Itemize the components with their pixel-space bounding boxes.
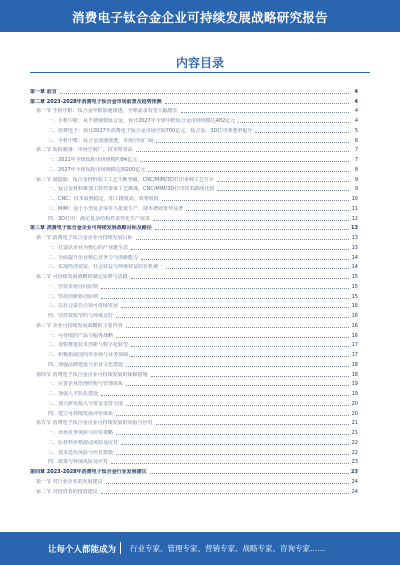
toc-entry[interactable] bbox=[30, 183, 358, 193]
toc-page-number: 16 bbox=[351, 313, 358, 319]
toc-leader-dots bbox=[106, 483, 349, 484]
toc-page-number: 10 bbox=[351, 196, 358, 202]
toc-entry[interactable] bbox=[30, 417, 358, 427]
toc-page-number: 23 bbox=[351, 459, 358, 466]
toc-entry[interactable] bbox=[30, 358, 358, 368]
toc-page-number: 17 bbox=[351, 352, 358, 358]
toc-entry[interactable] bbox=[30, 329, 358, 339]
toc-entry[interactable] bbox=[30, 251, 358, 261]
toc-leader-dots bbox=[116, 434, 349, 435]
toc-page-number: 4 bbox=[354, 108, 358, 115]
toc-leader-dots bbox=[116, 317, 349, 318]
toc-entry[interactable] bbox=[30, 270, 358, 280]
toc-entry[interactable] bbox=[30, 387, 358, 397]
toc-page-number: 15 bbox=[351, 293, 358, 300]
toc-page-number: 4 bbox=[354, 118, 358, 124]
toc-entry-text: 第四章 2023-2028年消费电子钛合金行业发展建议 bbox=[30, 469, 147, 475]
toc-entry-text: 一、市场竞争风险与应对策略 bbox=[48, 430, 114, 436]
toc-page-number: 20 bbox=[351, 400, 358, 407]
toc-divider bbox=[30, 72, 370, 73]
toc-leader-dots bbox=[136, 239, 349, 240]
header-banner bbox=[0, 0, 400, 32]
toc-entry[interactable] bbox=[30, 231, 358, 241]
toc-page-number: 21 bbox=[351, 430, 358, 436]
toc-entry-text: 第二章 2023-2028年消费电子钛合金市场前景及趋势预测 bbox=[30, 98, 162, 105]
toc-page-number: 7 bbox=[354, 147, 358, 154]
toc-entry-text: 二、加强人才队伍建设 bbox=[48, 391, 99, 397]
toc-entry[interactable] bbox=[30, 124, 358, 134]
toc-page-number: 19 bbox=[351, 391, 358, 397]
toc-leader-dots bbox=[151, 376, 349, 377]
toc-leader-dots bbox=[131, 346, 349, 347]
toc-page-number: 21 bbox=[351, 420, 358, 427]
toc-entry-text: 三、积极拓展国内外市场与业务领域 bbox=[48, 352, 129, 358]
toc-entry-text: 第三节 企业可持续发展战略的主要内容 bbox=[36, 322, 123, 329]
toc-entry-text: 二、原材料价格波动风险及应对 bbox=[48, 439, 119, 446]
toc-leader-dots bbox=[131, 249, 349, 250]
toc-leader-dots bbox=[60, 93, 349, 94]
toc-entry[interactable] bbox=[30, 339, 358, 349]
toc-entry-text: 二、2027年全球钛粉市场规模达到200亿元 bbox=[48, 166, 146, 173]
toc-entry-text: 一、打造以企业为核心的产业链生态 bbox=[48, 244, 129, 251]
report-title: 消费电子钛合金企业可持续发展战略研究报告 bbox=[71, 10, 328, 25]
footer-services: 行业专家、管理专家、营销专家、战略专家、咨询专家…… bbox=[130, 544, 325, 553]
toc-entry-text: 四、加强品牌建设与企业文化建设 bbox=[48, 361, 124, 368]
toc-leader-dots bbox=[140, 161, 349, 162]
toc-entry-text: 三、实现经济效益、社会效益与环境效益的有机统一 bbox=[48, 264, 164, 271]
toc-entry-text: 第三章 消费电子钛合金企业可持续发展战略目标及路径 bbox=[30, 225, 152, 232]
footer-banner bbox=[0, 532, 400, 565]
toc-entry-text: 四、3D打印：满足复杂结构件柔性化生产需求 bbox=[48, 215, 151, 222]
toc-entry-text: 四、政策与环保风险及应对 bbox=[48, 459, 109, 466]
toc-leader-dots bbox=[255, 132, 349, 133]
toc-entry[interactable] bbox=[30, 241, 358, 251]
toc-entry[interactable] bbox=[30, 426, 358, 436]
toc-page-number: 4 bbox=[354, 98, 358, 105]
toc-leader-dots bbox=[156, 142, 349, 143]
toc-entry[interactable] bbox=[30, 114, 358, 124]
toc-leader-dots bbox=[116, 415, 349, 416]
toc-entry[interactable] bbox=[30, 212, 358, 222]
toc-page-number: 14 bbox=[351, 264, 358, 271]
toc-leader-dots bbox=[217, 190, 349, 191]
toc-leader-dots bbox=[126, 366, 349, 367]
toc-entry-text: 一、完善企业治理结构与管理体系 bbox=[48, 381, 124, 388]
toc-page-number: 5 bbox=[354, 127, 358, 134]
toc-page-number: 9 bbox=[354, 176, 358, 183]
toc-page-number: 13 bbox=[351, 235, 358, 241]
toc-page-number: 14 bbox=[351, 254, 358, 261]
toc-entry-text: 三、加大研发投入与资金支持力度 bbox=[48, 400, 124, 407]
toc-page-number: 16 bbox=[351, 303, 358, 310]
toc-page-number: 7 bbox=[354, 157, 358, 163]
toc-entry[interactable] bbox=[30, 300, 358, 310]
toc-entry[interactable] bbox=[30, 261, 358, 271]
toc-leader-dots bbox=[148, 171, 349, 172]
toc-leader-dots bbox=[131, 278, 349, 279]
toc-entry-text: 二、坚持创新驱动原则 bbox=[48, 293, 99, 300]
toc-entry[interactable] bbox=[30, 368, 358, 378]
toc-leader-dots bbox=[111, 463, 349, 464]
footer-slogan: 让每个人都能成为 bbox=[48, 545, 117, 555]
toc-page-number: 18 bbox=[351, 371, 358, 378]
toc-page-number: 13 bbox=[351, 225, 358, 232]
toc-entry-text: 三、技术迭代风险与应对措施 bbox=[48, 449, 114, 456]
toc-entry[interactable] bbox=[30, 397, 358, 407]
toc-entry-text: 第一节 对行业企业的发展建议 bbox=[36, 478, 103, 485]
toc-entry-text: 一、可持续的产品与服务战略 bbox=[48, 332, 114, 339]
toc-page-number: 4 bbox=[354, 88, 358, 95]
toc-leader-dots bbox=[238, 122, 349, 123]
toc-page-number: 23 bbox=[351, 469, 358, 475]
toc-leader-dots bbox=[121, 444, 349, 445]
toc-entry[interactable] bbox=[30, 202, 358, 212]
toc-entry[interactable] bbox=[30, 319, 358, 329]
toc-heading: 内容目录 bbox=[175, 56, 224, 70]
toc-page-number: 16 bbox=[351, 332, 358, 339]
toc-entry-text: 一、钛合金材料难加工特性带来工艺挑战，CNC/MIM/3D打印技术路线比较 bbox=[48, 186, 215, 193]
toc-entry[interactable] bbox=[30, 192, 358, 202]
toc-entry[interactable] bbox=[30, 163, 358, 173]
toc-page-number: 6 bbox=[354, 137, 358, 144]
toc-entry-text: 二、消费电子：预计2027年消费电子钛合金市场空间700亿元，钛合金、3D打印渗透率提升 bbox=[48, 127, 253, 134]
table-of-contents bbox=[30, 85, 358, 510]
toc-entry[interactable] bbox=[30, 309, 358, 319]
toc-leader-dots bbox=[131, 356, 349, 357]
toc-leader-dots bbox=[217, 181, 349, 182]
toc-page-number: 13 bbox=[351, 244, 358, 251]
toc-entry[interactable] bbox=[30, 456, 358, 466]
toc-leader-dots bbox=[162, 200, 349, 201]
toc-entry[interactable] bbox=[30, 465, 358, 475]
toc-entry[interactable] bbox=[30, 280, 358, 290]
toc-page-number: 19 bbox=[351, 381, 358, 388]
toc-entry-text: 四、建立可持续发展评价体系 bbox=[48, 410, 114, 417]
toc-entry-text: 二、加快推进技术创新与数字化转型 bbox=[48, 342, 129, 349]
toc-leader-dots bbox=[116, 337, 349, 338]
toc-page-number: 18 bbox=[351, 361, 358, 368]
toc-entry-text: 一、坚持市场导向原则 bbox=[48, 283, 99, 290]
toc-page-number: 22 bbox=[351, 439, 358, 446]
toc-leader-dots bbox=[126, 405, 349, 406]
toc-leader-dots bbox=[101, 493, 349, 494]
toc-entry-text: 第一节 消费电子钛合金企业可持续发展目标 bbox=[36, 235, 133, 241]
toc-leader-dots bbox=[150, 473, 349, 474]
toc-entry-text: 二、全面提升企业核心竞争力与创新能力 bbox=[48, 254, 139, 261]
toc-entry[interactable] bbox=[30, 348, 358, 358]
toc-entry-text: 第四节 消费电子钛合金企业可持续发展的保障措施 bbox=[36, 371, 148, 378]
toc-entry[interactable] bbox=[30, 153, 358, 163]
toc-page-number: 8 bbox=[354, 166, 358, 173]
toc-page-number: 12 bbox=[351, 215, 358, 222]
toc-page-number: 15 bbox=[351, 283, 358, 290]
toc-entry-text: 第二节 可持续发展战略的制定原则与思路 bbox=[36, 274, 128, 280]
toc-entry[interactable] bbox=[30, 85, 358, 95]
toc-leader-dots bbox=[156, 424, 349, 425]
toc-entry[interactable] bbox=[30, 485, 358, 495]
toc-entry-text: 第一章 前言 bbox=[30, 88, 57, 95]
toc-leader-dots bbox=[126, 385, 349, 386]
toc-page-number: 17 bbox=[351, 342, 358, 349]
toc-entry[interactable] bbox=[30, 222, 358, 232]
toc-page-number: 16 bbox=[351, 322, 358, 329]
toc-leader-dots bbox=[165, 103, 349, 104]
toc-entry-text: 二、CNC：技术成熟稳定，加工精度高，效率较低 bbox=[48, 196, 159, 202]
toc-leader-dots bbox=[141, 259, 349, 260]
toc-entry-text: 三、MIM：适于小型复杂零件大批量生产，降本增效优势显著 bbox=[48, 205, 184, 212]
toc-entry[interactable] bbox=[30, 446, 358, 456]
footer-divider bbox=[120, 542, 121, 554]
toc-leader-dots bbox=[121, 307, 349, 308]
toc-entry-text: 三、以社会责任引领可持续发展 bbox=[48, 303, 119, 310]
toc-leader-dots bbox=[101, 288, 349, 289]
toc-entry-text: 三、手机中框：钛合金加速渗透，市场空间广阔 bbox=[48, 137, 154, 144]
toc-entry-text: 第二节 钛粉制备：市场空间广，技术壁垒高 bbox=[36, 147, 133, 154]
toc-page-number: 11 bbox=[351, 205, 358, 212]
toc-leader-dots bbox=[186, 210, 349, 211]
toc-page-number: 24 bbox=[351, 488, 358, 495]
toc-entry[interactable] bbox=[30, 95, 358, 105]
toc-entry[interactable] bbox=[30, 475, 358, 485]
toc-entry[interactable] bbox=[30, 290, 358, 300]
toc-leader-dots bbox=[101, 298, 349, 299]
toc-entry-text: 一、手机中框：从不锈钢到钛合金，预计2027年全球中框钛合金市场规模达482亿元 bbox=[48, 118, 236, 124]
toc-page-number: 9 bbox=[354, 186, 358, 193]
toc-page-number: 15 bbox=[351, 274, 358, 280]
toc-entry[interactable] bbox=[30, 436, 358, 446]
toc-entry[interactable] bbox=[30, 173, 358, 183]
toc-leader-dots bbox=[166, 268, 349, 269]
toc-entry-text: 第五节 消费电子钛合金企业可持续发展的风险与应对 bbox=[36, 420, 153, 427]
toc-entry-text: 一、2021年全球钛粉市场规模约84亿元 bbox=[48, 157, 138, 163]
toc-page-number: 22 bbox=[351, 449, 358, 456]
toc-leader-dots bbox=[101, 395, 349, 396]
toc-entry[interactable] bbox=[30, 134, 358, 144]
toc-leader-dots bbox=[181, 112, 349, 113]
toc-entry[interactable] bbox=[30, 105, 358, 115]
toc-leader-dots bbox=[153, 220, 349, 221]
toc-page-number: 24 bbox=[351, 478, 358, 485]
toc-entry[interactable] bbox=[30, 407, 358, 417]
toc-page-number: 20 bbox=[351, 410, 358, 417]
toc-entry-text: 四、坚持资源节约与环境友好 bbox=[48, 313, 114, 319]
toc-entry-text: 第一节 手机中框：钛合金中框加速渗透，全球需求有望大幅增长 bbox=[36, 108, 178, 115]
toc-entry-text: 第二节 对投资者的投资建议 bbox=[36, 488, 98, 495]
toc-leader-dots bbox=[116, 454, 349, 455]
toc-leader-dots bbox=[155, 229, 349, 230]
toc-entry[interactable] bbox=[30, 378, 358, 388]
toc-entry-text: 第三节 制造端：钛合金材料加工工艺不断突破，CNC/MIM/3D打印多种工艺并存 bbox=[36, 176, 214, 183]
toc-leader-dots bbox=[136, 151, 349, 152]
toc-entry[interactable] bbox=[30, 144, 358, 154]
toc-leader-dots bbox=[126, 327, 349, 328]
